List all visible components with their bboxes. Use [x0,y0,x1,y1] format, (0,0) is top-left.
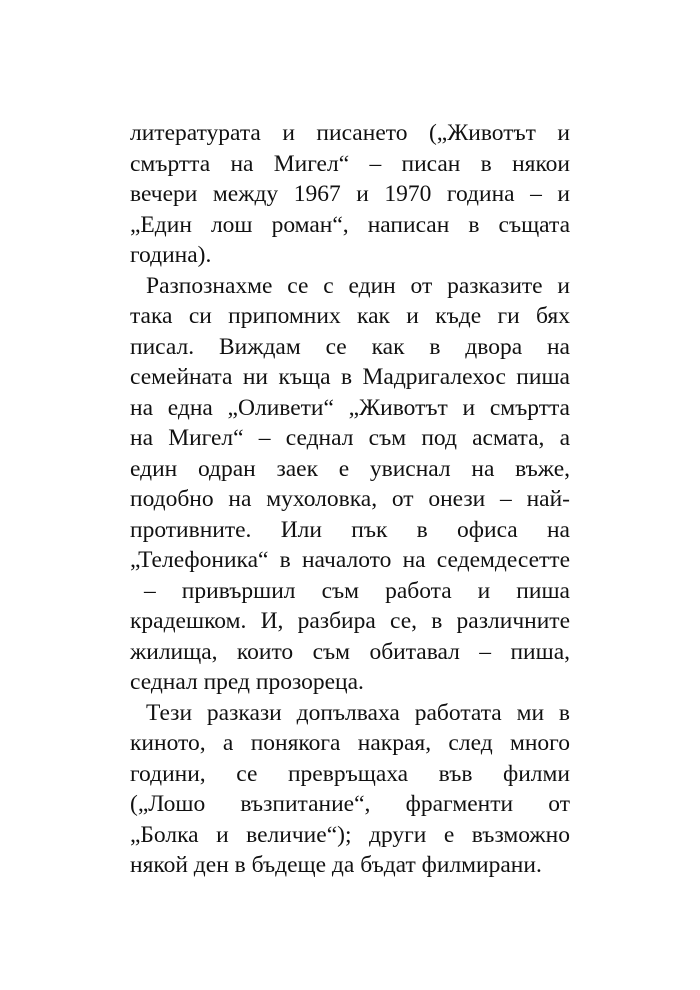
text-line: Разпознахме се с един от разказите и [146,272,570,299]
body-text [130,118,570,881]
text-line: подобно на мухоловка, от онези – най- [130,486,570,512]
text-line: така си припомних как и къде ги бях [130,303,570,329]
text-line: на една „Оливети“ „Животът и смъртта [130,394,570,421]
text-line: крадешком. И, разбира се, в различните [130,608,570,634]
text-line: киното, а понякога накрая, след много [130,730,570,756]
text-line: „Телефоника“ в началото на седемдесетте [130,547,570,573]
text-line: смъртта на Мигел“ – писан в някои [130,150,570,177]
text-line: семейната ни къща в Мадригалехос пиша [130,364,570,390]
text-line: („Лошо възпитание“, фрагменти от [130,791,570,817]
text-line: седнал пред прозореца. [130,669,364,695]
text-line: някой ден в бъдеще да бъдат филмирани. [130,852,542,878]
text-line: на Мигел“ – седнал съм под асмата, а [130,425,570,451]
paragraph-2 [130,271,570,698]
text-line: писал. Виждам се как в двора на [130,333,570,360]
text-line: Тези разкази допълваха работата ми в [146,699,570,726]
text-line: жилища, които съм обитавал – пиша, [130,638,570,665]
text-line: вечери между 1967 и 1970 година – и [130,181,570,207]
text-line: – привършил съм работа и пиша [144,577,570,604]
text-line: „Болка и величие“); други е възможно [130,821,570,848]
paragraph-3 [130,698,570,881]
text-line: един одран заек е увиснал на въже, [130,455,570,482]
paragraph-1 [130,118,570,271]
text-line: противните. Или пък в офиса на [130,516,570,543]
text-line: година). [130,242,212,268]
text-line: „Един лош роман“, написан в същата [130,211,570,238]
text-line: години, се превръщаха във филми [130,760,570,787]
text-line: литературата и писането („Животът и [130,120,570,146]
